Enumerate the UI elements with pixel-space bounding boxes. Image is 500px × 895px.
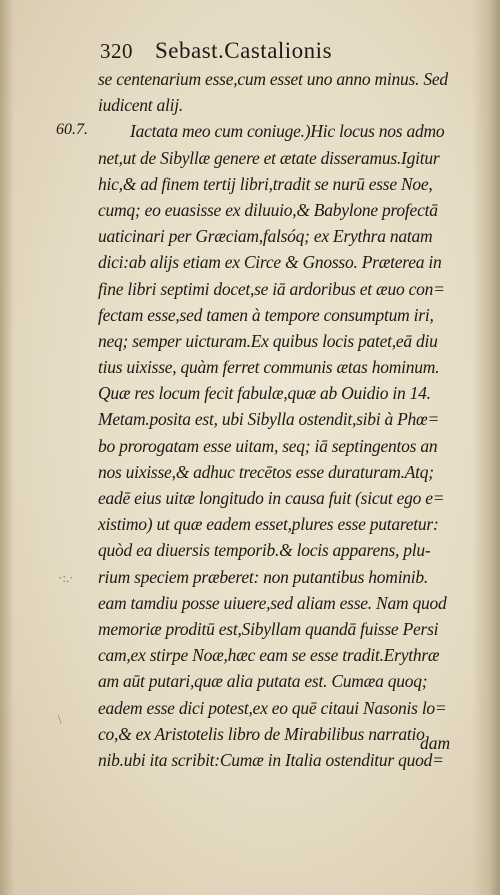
catchword: dam	[420, 733, 451, 753]
text-line: Quæ res locum fecit fabulæ,quæ ab Ouidio in 14.	[98, 383, 431, 404]
text-line: iudicent alij.	[98, 95, 183, 116]
text-line: fectam esse,sed tamen à tempore consumptum iri,	[98, 304, 434, 325]
text-line: quòd ea diuersis temporib.& locis apparens, plu-	[98, 540, 431, 561]
text-line: nib.ubi ita scribit:Cumæ in Italia ostenditur quod=	[98, 749, 444, 770]
text-line: se centenarium esse,cum esset uno anno minus. Sed	[98, 69, 448, 89]
text-line: Iactata meo cum coniuge.)Hic locus nos admo	[130, 121, 445, 142]
text-line: bo prorogatam esse uitam, seq; iā septingentos an	[98, 435, 438, 456]
margin-mark: ·:.·	[58, 570, 74, 585]
running-head	[100, 38, 332, 64]
text-line: uaticinari per Græciam,falsóq; ex Erythra natam	[98, 226, 433, 247]
text-line: xistimo) ut quæ eadem esset,plures esse putaretur:	[98, 514, 439, 535]
text-line: neq; semper uicturam.Ex quibus locis patet,eā diu	[98, 330, 438, 351]
text-line: cumq; eo euasisse ex diluuio,& Babylone profectā	[98, 199, 438, 220]
margin-mark: \	[58, 712, 62, 727]
text-line: nos uixisse,& adhuc trecētos esse duraturam.Atq;	[98, 461, 434, 482]
text-line: rium speciem præberet: non putantibus hominib.	[98, 566, 429, 587]
text-line: Metam.posita est, ubi Sibylla ostendit,sibi à Phœ=	[98, 409, 440, 430]
text-line: memoriæ proditū est,Sibyllam quandā fuisse Persi	[98, 618, 439, 639]
page-number: 320	[100, 39, 133, 63]
page-edge-shadow	[472, 0, 500, 895]
text-line: co,& ex Aristotelis libro de Mirabilibus narratio	[98, 723, 425, 744]
text-line: net,ut de Sibyllæ genere et ætate disseramus.Igitur	[98, 147, 440, 168]
running-title: Sebast.Castalionis	[155, 38, 333, 63]
text-line: eam tamdiu posse uiuere,sed aliam esse. Nam quod	[98, 592, 447, 613]
text-line: dici:ab alijs etiam ex Circe & Gnosso. Præterea in	[98, 252, 442, 273]
text-line: tius uixisse, quàm ferret communis ætas hominum.	[98, 357, 440, 378]
margin-reference: 60.7.	[56, 121, 88, 138]
page-gutter-shadow	[0, 0, 14, 895]
text-line: fine libri septimi docet,se iā ardoribus et æuo con=	[98, 278, 445, 299]
text-line: hic,& ad finem tertij libri,tradit se nurū esse Noe,	[98, 173, 433, 194]
text-line: cam,ex stirpe Noæ,hæc eam se esse tradit.Erythræ	[98, 645, 440, 666]
body-text	[98, 66, 470, 773]
text-line: eadē eius uitæ longitudo in causa fuit (sicut ego e=	[98, 488, 445, 508]
text-line: eadem esse dici potest,ex eo quē citaui Nasonis lo=	[98, 697, 447, 718]
text-line: am aūt putari,quæ alia putata est. Cumæa quoq;	[98, 671, 428, 692]
